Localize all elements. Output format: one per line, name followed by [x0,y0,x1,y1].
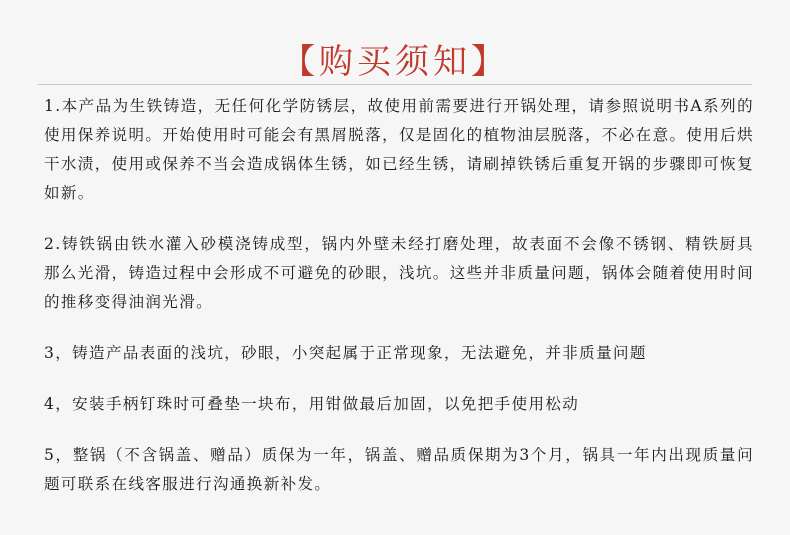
notice-paragraph-5: 5，整锅（不含锅盖、赠品）质保为一年，锅盖、赠品质保期为3个月，锅具一年内出现质量问题可联系在线客服进行沟通换新补发。 [44,446,754,493]
notice-paragraph-1: 1.本产品为生铁铸造，无任何化学防锈层，故使用前需要进行开锅处理，请参照说明书A系列的使用保养说明。开始使用时可能会有黑屑脱落，仅是固化的植物油层脱落，不必在意。使用后烘干水渍，使用或保养不当会造成锅体生锈，如已经生锈，请刷掉铁锈后重复开锅的步骤即可恢复如新。 [44,97,754,202]
page-title: 【购买须知】 [281,42,509,82]
notice-paragraph-3: 3，铸造产品表面的浅坑，砂眼，小突起属于正常现象，无法避免，并非质量问题 [44,344,647,362]
title-divider [38,84,752,85]
notice-body [44,88,754,521]
notice-paragraph-2: 2.铸铁锅由铁水灌入砂模浇铸成型，锅内外壁未经打磨处理，故表面不会像不锈钢、精铁厨具那么光滑，铸造过程中会形成不可避免的砂眼，浅坑。这些并非质量问题，锅体会随着使用时间的推移变得油润光滑。 [44,235,754,311]
notice-paragraph-4: 4，安装手柄钉珠时可叠垫一块布，用钳做最后加固，以免把手使用松动 [44,395,580,413]
